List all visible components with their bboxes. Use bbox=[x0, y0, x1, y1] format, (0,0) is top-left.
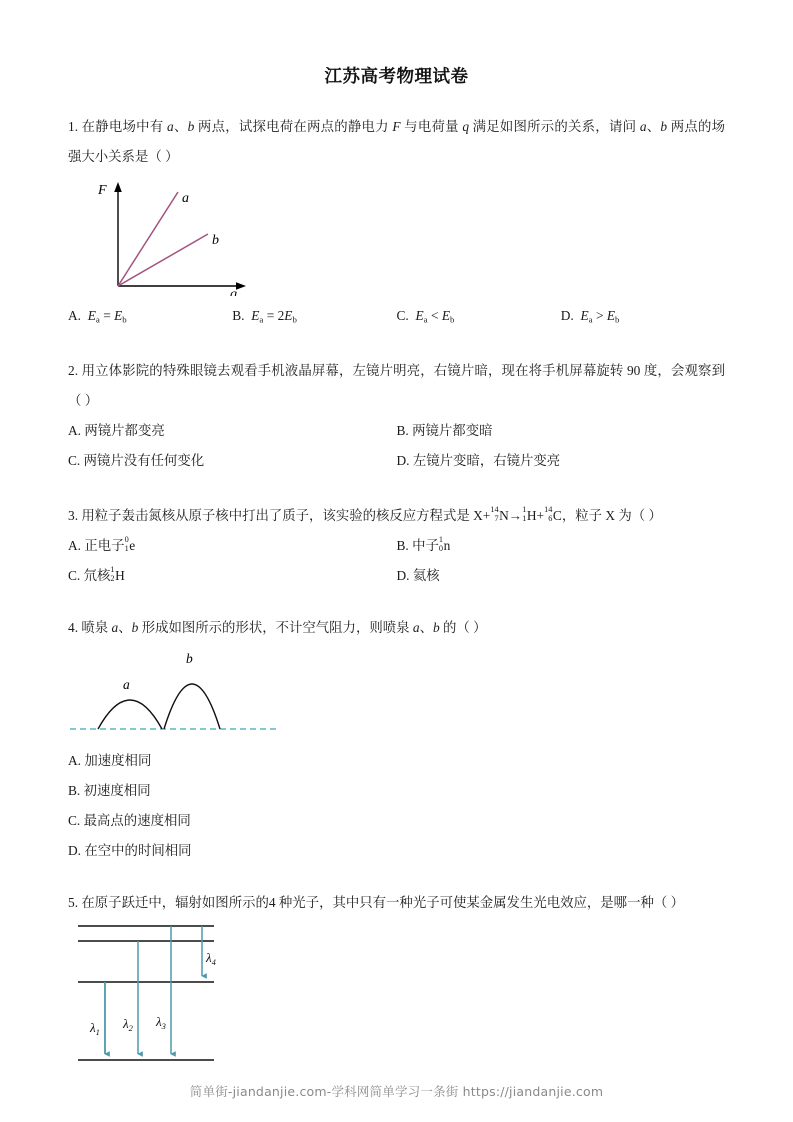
option-3-C-letter: C. bbox=[68, 568, 81, 584]
fq-x-label: q bbox=[230, 287, 237, 296]
option-1-D-letter: D. bbox=[560, 308, 574, 323]
eq-plus2: + bbox=[536, 508, 545, 524]
question-4-options bbox=[68, 746, 725, 866]
question-3-number: 3. bbox=[68, 508, 79, 524]
q4-var-a2: a bbox=[412, 620, 420, 636]
option-3-B-sym: n bbox=[443, 538, 451, 554]
option-1-A-rhs-sub: b bbox=[122, 314, 127, 325]
question-2-stem bbox=[68, 356, 725, 416]
option-2-B[interactable] bbox=[397, 416, 726, 446]
page-title: 江苏高考物理试卷 bbox=[324, 67, 469, 87]
option-1-C-rhs: E bbox=[441, 308, 451, 323]
fq-y-label: F bbox=[98, 183, 107, 198]
question-1-stem bbox=[68, 112, 725, 172]
label-lambda4: $\lambda_4$ bbox=[206, 950, 216, 968]
option-3-C-sym: H bbox=[115, 568, 125, 584]
question-3 bbox=[68, 501, 725, 591]
question-3-text-part2: ，粒子 X 为（ ） bbox=[561, 508, 662, 524]
option-1-B-rhs: E bbox=[284, 308, 293, 323]
fq-graph-svg bbox=[90, 178, 290, 296]
figure-fountain bbox=[68, 649, 725, 746]
option-3-A-sym: e bbox=[129, 538, 136, 554]
option-1-A[interactable] bbox=[68, 301, 232, 334]
question-1-text-part6: 、 bbox=[646, 119, 661, 134]
nuclide-carbon-numbers bbox=[544, 506, 552, 523]
option-1-C-rel: < bbox=[427, 308, 442, 323]
var-F: F bbox=[392, 119, 401, 134]
question-2-options bbox=[68, 416, 725, 476]
var-b: b bbox=[187, 119, 195, 134]
option-3-D[interactable] bbox=[397, 561, 726, 591]
question-1 bbox=[68, 112, 725, 334]
eq-H-sub: 1 bbox=[522, 513, 527, 523]
option-4-D-letter: D. bbox=[68, 843, 82, 859]
label-lambda2: $\lambda_2$ bbox=[123, 1016, 133, 1034]
option-1-D-rel: > bbox=[592, 308, 607, 323]
option-1-C-lhs: E bbox=[415, 308, 424, 323]
eq-C-sup: 14 bbox=[544, 505, 553, 515]
figure-energy-levels bbox=[72, 920, 725, 1075]
question-4-number: 4. bbox=[68, 620, 79, 636]
option-1-D-rhs: E bbox=[606, 308, 616, 323]
var-a: a bbox=[167, 119, 174, 134]
line-a bbox=[118, 192, 178, 286]
q4-var-b2: b bbox=[432, 620, 440, 636]
var-b2: b bbox=[660, 119, 668, 134]
option-3-A[interactable] bbox=[68, 531, 397, 561]
option-1-C-letter: C. bbox=[396, 308, 409, 323]
option-2-D[interactable] bbox=[397, 446, 726, 476]
option-3-D-text: 氦核 bbox=[412, 568, 440, 584]
y-axis-arrowhead bbox=[114, 182, 122, 192]
question-4-stem bbox=[68, 613, 725, 643]
option-4-B[interactable] bbox=[68, 776, 725, 806]
option-1-D[interactable] bbox=[561, 301, 725, 334]
option-3-C-sub: 2 bbox=[110, 573, 115, 583]
eq-X: X bbox=[473, 508, 483, 524]
question-4-text-part5: 的（ ） bbox=[439, 620, 487, 636]
question-4-text-part3: 形成如图所示的形状，不计空气阻力，则喷泉 bbox=[138, 620, 413, 636]
question-2-text: 用立体影院的特殊眼镜去观看手机液晶屏幕，左镜片明亮，右镜片暗，现在将手机屏幕旋转 90 度，会观察到（ ） bbox=[68, 363, 725, 409]
option-1-D-lhs-sub: a bbox=[588, 314, 593, 325]
option-4-A[interactable] bbox=[68, 746, 725, 776]
option-3-B-nuclide-numbers bbox=[439, 536, 443, 553]
question-1-text-part4: 与电荷量 bbox=[400, 119, 463, 134]
option-3-B-text: 中子 bbox=[412, 538, 439, 554]
question-4-text-part1: 喷泉 bbox=[81, 620, 112, 636]
figure-fq-graph bbox=[90, 178, 725, 301]
q4-var-a: a bbox=[111, 620, 119, 636]
option-3-C-sup: 1 bbox=[110, 565, 115, 575]
option-2-D-letter: D. bbox=[396, 453, 410, 469]
fq-line-a-label: a bbox=[182, 191, 189, 206]
option-3-B-letter: B. bbox=[396, 538, 409, 554]
option-4-C-letter: C. bbox=[68, 813, 81, 829]
option-4-B-text: 初速度相同 bbox=[83, 783, 151, 799]
option-3-B-sup: 1 bbox=[438, 535, 444, 545]
eq-N-sup: 14 bbox=[490, 505, 499, 515]
fq-line-b-label: b bbox=[212, 233, 219, 248]
question-3-stem bbox=[68, 501, 725, 531]
eq-H-sup: 1 bbox=[522, 505, 527, 515]
option-1-B-rhs-sub: b bbox=[292, 314, 297, 325]
eq-H-sym: H bbox=[526, 508, 537, 524]
option-1-A-lhs-sub: a bbox=[95, 314, 100, 325]
option-3-B-sub: 0 bbox=[438, 543, 444, 553]
question-1-text-part1: 在静电场中有 bbox=[81, 119, 168, 134]
option-1-B-coef: 2 bbox=[277, 308, 285, 323]
option-1-B-lhs-sub: a bbox=[259, 314, 264, 325]
option-1-A-rel: = bbox=[99, 308, 115, 323]
option-4-D[interactable] bbox=[68, 836, 725, 866]
option-1-C-rhs-sub: b bbox=[450, 314, 455, 325]
option-4-C[interactable] bbox=[68, 806, 725, 836]
option-1-B-letter: B. bbox=[232, 308, 245, 323]
x-axis-arrowhead bbox=[236, 282, 246, 290]
label-lambda1: $\lambda_1$ bbox=[90, 1020, 100, 1038]
question-5-stem bbox=[68, 888, 725, 918]
option-1-D-rhs-sub: b bbox=[615, 314, 620, 325]
option-3-C-text: 氘核 bbox=[83, 568, 111, 584]
option-4-A-letter: A. bbox=[68, 753, 82, 769]
question-4-text-part2: 、 bbox=[118, 620, 132, 636]
question-2-number: 2. bbox=[68, 363, 79, 379]
option-3-A-letter: A. bbox=[68, 538, 82, 554]
question-1-text-part7: 两点的场强大小关系是（ ） bbox=[68, 119, 725, 164]
eq-N-sub: 7 bbox=[494, 513, 499, 523]
option-3-A-sub: 1 bbox=[124, 543, 129, 553]
eq-C-sym: C bbox=[552, 508, 562, 524]
page-footer: 简单街-jiandanjie.com-学科网简单学习一条街 https://jiandanjie.com bbox=[189, 1084, 604, 1099]
eq-plus1: + bbox=[482, 508, 491, 524]
question-1-text-part3: 两点，试探电荷在两点的静电力 bbox=[194, 119, 393, 134]
option-4-D-text: 在空中的时间相同 bbox=[84, 843, 192, 859]
option-1-B-lhs: E bbox=[251, 308, 260, 323]
option-2-C-letter: C. bbox=[68, 453, 81, 469]
option-2-B-text: 两镜片都变暗 bbox=[412, 423, 493, 439]
option-3-A-sup: 0 bbox=[124, 535, 129, 545]
question-4 bbox=[68, 613, 725, 866]
option-1-A-lhs: E bbox=[87, 308, 96, 323]
option-3-D-letter: D. bbox=[396, 568, 410, 584]
option-2-A-letter: A. bbox=[68, 423, 82, 439]
eq-arrow: → bbox=[508, 508, 523, 524]
nuclide-nitrogen-numbers bbox=[490, 506, 498, 523]
option-1-A-rhs: E bbox=[114, 308, 123, 323]
option-4-B-letter: B. bbox=[68, 783, 81, 799]
option-4-A-text: 加速度相同 bbox=[84, 753, 152, 769]
fountain-a-label: a bbox=[123, 677, 130, 693]
nuclear-equation bbox=[473, 505, 562, 524]
question-4-text-part4: 、 bbox=[419, 620, 433, 636]
option-2-D-text: 左镜片变暗，右镜片变亮 bbox=[412, 453, 561, 469]
fountain-svg bbox=[68, 649, 298, 741]
question-1-text-part2: 、 bbox=[173, 119, 188, 134]
option-1-B-rel: = bbox=[263, 308, 278, 323]
q4-var-b: b bbox=[131, 620, 139, 636]
option-2-A[interactable] bbox=[68, 416, 397, 446]
eq-N-sym: N bbox=[499, 508, 509, 524]
question-2 bbox=[68, 356, 725, 476]
line-b bbox=[118, 234, 208, 286]
option-3-C-nuclide-numbers bbox=[110, 566, 114, 583]
question-5-text: 在原子跃迁中，辐射如图所示的4 种光子，其中只有一种光子可使某金属发生光电效应，是哪一种（ ） bbox=[81, 895, 684, 911]
option-4-C-text: 最高点的速度相同 bbox=[83, 813, 191, 829]
trajectory-b bbox=[164, 684, 220, 729]
question-1-options bbox=[68, 301, 725, 334]
var-a2: a bbox=[639, 119, 647, 134]
option-2-C-text: 两镜片没有任何变化 bbox=[83, 453, 205, 469]
option-2-A-text: 两镜片都变亮 bbox=[84, 423, 165, 439]
option-1-B[interactable] bbox=[232, 301, 396, 334]
option-1-D-lhs: E bbox=[580, 308, 589, 323]
question-1-text-part5: 满足如图所示的关系，请问 bbox=[469, 119, 640, 134]
option-3-C[interactable] bbox=[68, 561, 397, 591]
option-1-A-letter: A. bbox=[68, 308, 82, 323]
var-q: q bbox=[462, 119, 470, 134]
question-1-number: 1. bbox=[68, 119, 79, 134]
eq-C-sub: 6 bbox=[548, 513, 553, 523]
trajectory-a bbox=[98, 700, 162, 729]
label-lambda3: $\lambda_3$ bbox=[156, 1014, 166, 1032]
option-3-A-text: 正电子 bbox=[84, 538, 125, 554]
option-1-C-lhs-sub: a bbox=[423, 314, 428, 325]
question-5 bbox=[68, 888, 725, 1075]
question-3-text-part1: 用粒子轰击氮核从原子核中打出了质子，该实验的核反应方程式是 bbox=[81, 508, 474, 524]
question-5-number: 5. bbox=[68, 895, 79, 911]
fountain-b-label: b bbox=[186, 651, 193, 667]
option-2-C[interactable] bbox=[68, 446, 397, 476]
energy-level-svg bbox=[72, 920, 302, 1070]
option-1-C[interactable] bbox=[397, 301, 561, 334]
option-2-B-letter: B. bbox=[396, 423, 409, 439]
question-3-options bbox=[68, 531, 725, 591]
nuclide-hydrogen-numbers bbox=[522, 506, 526, 523]
option-3-B[interactable] bbox=[397, 531, 726, 561]
